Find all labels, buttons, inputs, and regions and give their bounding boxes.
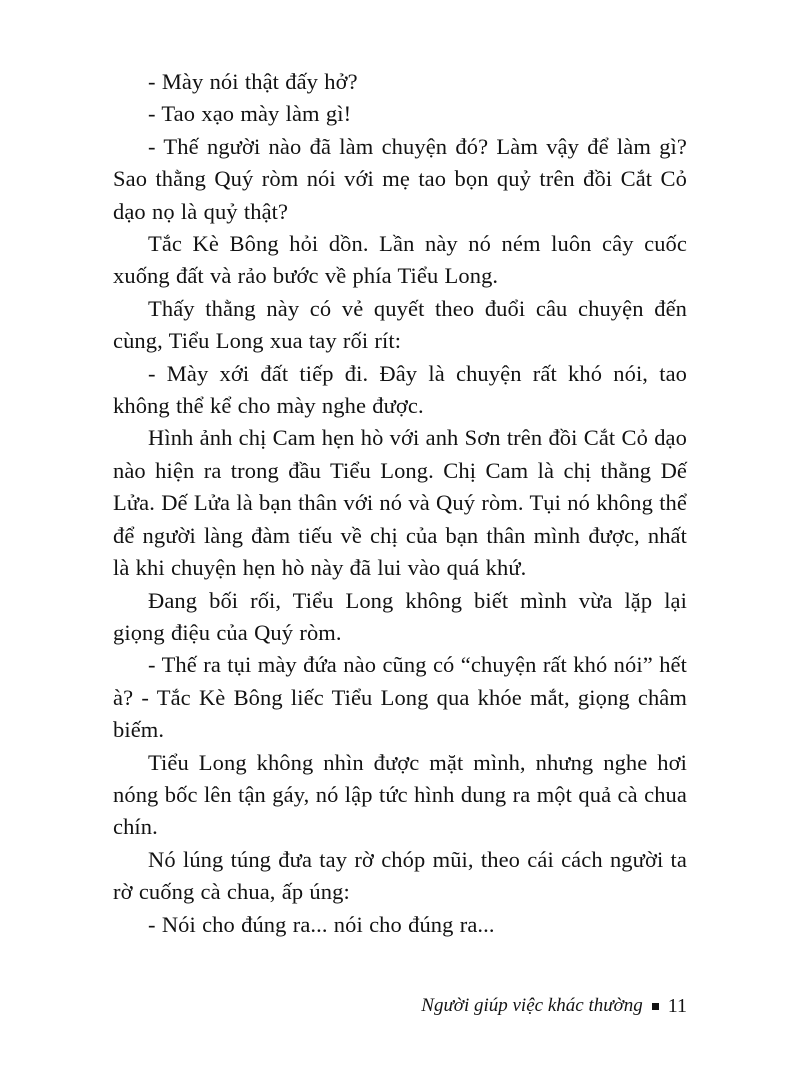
paragraph: - Thế người nào đã làm chuyện đó? Làm vậy để làm gì? Sao thằng Quý ròm nói với mẹ tao bọn quỷ trên đồi Cắt Cỏ dạo nọ là quỷ thật?	[113, 133, 687, 224]
paragraph: - Thế ra tụi mày đứa nào cũng có “chuyện rất khó nói” hết à? - Tắc Kè Bông liếc Tiểu Long qua khóe mắt, giọng châm biếm.	[113, 652, 687, 743]
paragraph: - Mày xới đất tiếp đi. Đây là chuyện rất khó nói, tao không thể kể cho mày nghe được.	[113, 360, 687, 419]
paragraph: - Tao xạo mày làm gì!	[148, 101, 352, 127]
square-bullet-icon	[652, 1003, 659, 1010]
page-text-block	[113, 66, 687, 941]
paragraph: Đang bối rối, Tiểu Long không biết mình vừa lặp lại giọng điệu của Quý ròm.	[113, 587, 687, 645]
paragraph: Tắc Kè Bông hỏi dồn. Lần này nó ném luôn cây cuốc xuống đất và rảo bước về phía Tiểu Long.	[113, 231, 687, 289]
paragraph: - Mày nói thật đấy hở?	[148, 69, 358, 94]
running-title: Người giúp việc khác thường	[421, 995, 643, 1016]
paragraph: Hình ảnh chị Cam hẹn hò với anh Sơn trên đồi Cắt Cỏ dạo nào hiện ra trong đầu Tiểu Long. Chị Cam là chị thằng Dế Lửa. Dế Lửa là bạn thân với nó và Quý ròm. Tụi nó không thể để người làng đàm tiếu về chị của bạn thân mình được, nhất là khi chuyện hẹn hò này đã lui vào quá khứ.	[113, 425, 687, 581]
paragraph: Nó lúng túng đưa tay rờ chóp mũi, theo cái cách người ta rờ cuống cà chua, ấp úng:	[113, 846, 687, 905]
paragraph: Thấy thằng này có vẻ quyết theo đuổi câu chuyện đến cùng, Tiểu Long xua tay rối rít:	[113, 295, 687, 354]
page-footer	[421, 994, 687, 1018]
paragraph: Tiểu Long không nhìn được mặt mình, nhưng nghe hơi nóng bốc lên tận gáy, nó lập tức hình dung ra một quả cà chua chín.	[113, 749, 687, 840]
paragraph: - Nói cho đúng ra... nói cho đúng ra...	[148, 911, 495, 937]
page-number: 11	[667, 995, 687, 1017]
